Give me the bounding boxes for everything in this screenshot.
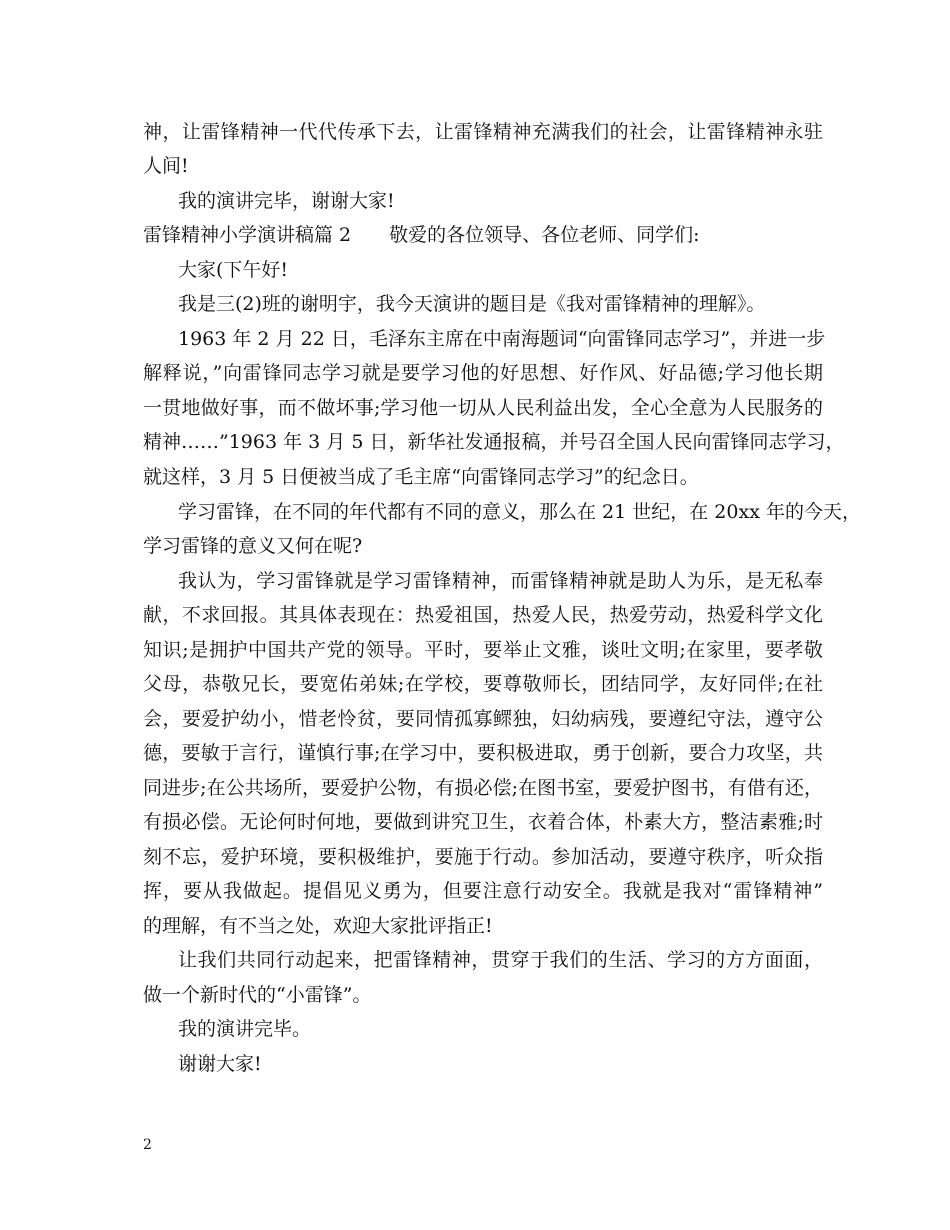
paragraph-line: 的理解，有不当之处，欢迎大家批评指正! (143, 915, 493, 937)
paragraph-line: 有损必偿。无论何时何地，要做到讲究卫生，衣着合体，朴素大方，整洁素雅;时 (143, 811, 823, 833)
paragraph-line: 同进步;在公共场所，要爱护公物，有损必偿;在图书室，要爱护图书，有借有还， (143, 777, 823, 799)
paragraph-line: 挥，要从我做起。提倡见义勇为，但要注意行动安全。我就是我对“雷锋精神” (143, 880, 823, 902)
paragraph-line: 人间! (143, 155, 189, 177)
page-number: 2 (143, 1137, 152, 1153)
paragraph-line: 做一个新时代的“小雷锋”。 (143, 984, 372, 1006)
paragraph-line: 父母，恭敬兄长，要宽佑弟妹;在学校，要尊敬师长，团结同学，友好同伴;在社 (143, 673, 823, 695)
paragraph-line: 知识;是拥护中国共产党的领导。平时，要举止文雅，谈吐文明;在家里，要孝敬 (143, 639, 823, 661)
paragraph-line: 就这样，3 月 5 日便被当成了毛主席“向雷锋同志学习”的纪念日。 (143, 466, 699, 488)
paragraph-line: 德，要敏于言行，谨慎行事;在学习中，要积极进取，勇于创新，要合力攻坚，共 (143, 742, 823, 764)
paragraph-line: 学习雷锋的意义又何在呢? (143, 535, 363, 557)
paragraph-line: 我是三(2)班的谢明宇，我今天演讲的题目是《我对雷锋精神的理解》。 (178, 293, 766, 315)
greeting-line: 大家(下午好! (178, 259, 289, 281)
paragraph-line: 精神……”1963 年 3 月 5 日，新华社发通报稿，并号召全国人民向雷锋同志学习， (143, 431, 845, 453)
closing-line: 我的演讲完毕。 (178, 1018, 312, 1040)
paragraph-line: 刻不忘，爱护环境，要积极维护，要施于行动。参加活动，要遵守秩序，听众指 (143, 846, 823, 868)
paragraph-line: 会，要爱护幼小，惜老怜贫，要同情孤寡鳏独，妇幼病残，要遵纪守法，遵守公 (143, 708, 823, 730)
paragraph-line: 献，不求回报。其具体表现在：热爱祖国，热爱人民，热爱劳动，热爱科学文化 (143, 604, 823, 626)
paragraph-line: 1963 年 2 月 22 日，毛泽东主席在中南海题词“向雷锋同志学习”，并进一步 (178, 328, 826, 350)
paragraph-line: 学习雷锋，在不同的年代都有不同的意义，那么在 21 世纪，在 20xx 年的今天， (178, 501, 861, 523)
paragraph-line: 我的演讲完毕，谢谢大家! (178, 190, 395, 212)
paragraph-line: 解释说，”向雷锋同志学习就是要学习他的好思想、好作风、好品德;学习他长期 (143, 362, 823, 384)
closing-line: 谢谢大家! (178, 1053, 262, 1075)
section-heading: 雷锋精神小学演讲稿篇 2 敬爱的各位领导、各位老师、同学们: (143, 224, 700, 246)
paragraph-line: 一贯地做好事，而不做坏事;学习他一切从人民利益出发，全心全意为人民服务的 (143, 397, 823, 419)
paragraph-line: 神，让雷锋精神一代代传承下去，让雷锋精神充满我们的社会，让雷锋精神永驻 (143, 121, 823, 143)
paragraph-line: 让我们共同行动起来，把雷锋精神，贯穿于我们的生活、学习的方方面面， (178, 949, 823, 971)
paragraph-line: 我认为，学习雷锋就是学习雷锋精神，而雷锋精神就是助人为乐，是无私奉 (178, 570, 823, 592)
